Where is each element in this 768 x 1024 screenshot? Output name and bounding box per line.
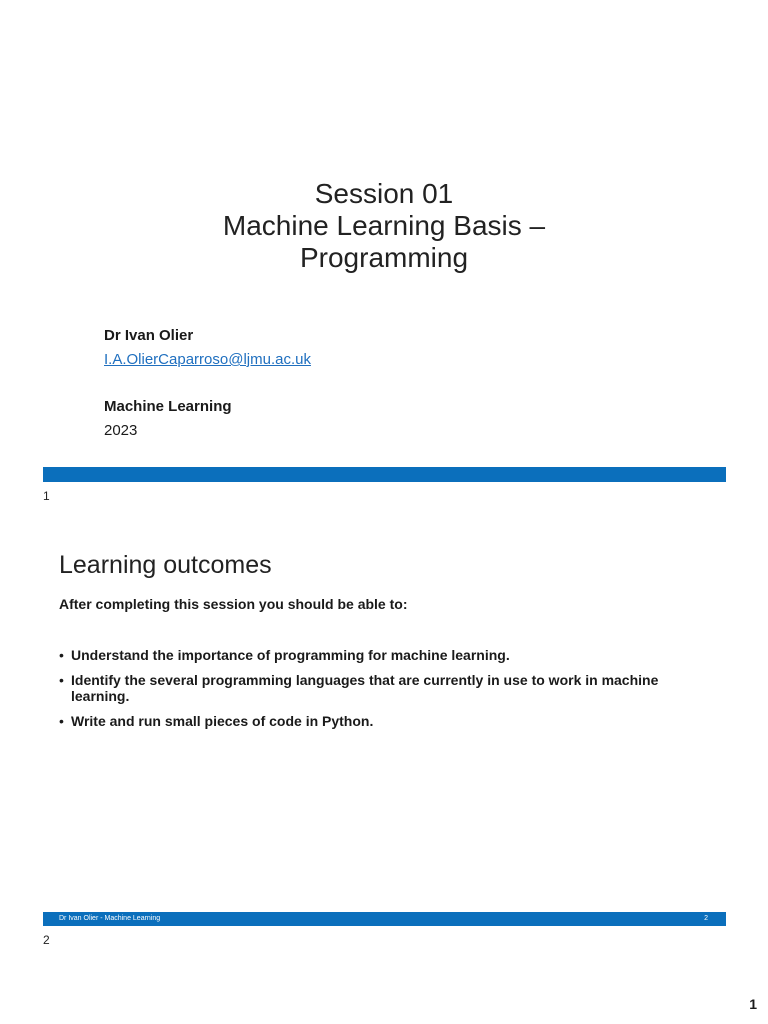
bullet-icon: • <box>59 647 64 663</box>
slide2-number: 2 <box>43 933 50 947</box>
bullet-icon: • <box>59 672 64 688</box>
author-block <box>104 326 311 441</box>
slide2-footer-bar <box>43 912 726 926</box>
outcome-text: Identify the several programming languages that are currently in use to work in machine learning. <box>71 672 659 704</box>
outcome-text: Write and run small pieces of code in Python. <box>71 713 374 729</box>
slide2-title: Learning outcomes <box>59 551 272 579</box>
slide1-title-line: Machine Learning Basis – <box>222 210 546 241</box>
course-year: 2023 <box>104 422 138 439</box>
list-item <box>59 713 699 729</box>
outcome-text: Understand the importance of programming for machine learning. <box>71 647 510 663</box>
slide2-footer-text: Dr Ivan Olier - Machine Learning <box>59 915 161 922</box>
slide2-intro: After completing this session you should be able to: <box>59 596 408 612</box>
slide1-number: 1 <box>43 489 50 503</box>
document-page-number: 1 <box>749 996 757 1012</box>
course-name: Machine Learning <box>104 398 232 415</box>
slide2-footer-page: 2 <box>704 915 708 922</box>
author-name: Dr Ivan Olier <box>104 327 194 344</box>
list-item <box>59 647 699 663</box>
slide1-title <box>0 178 768 274</box>
slide1-title-line: Session 01 <box>314 178 454 209</box>
list-item <box>59 672 699 704</box>
learning-outcomes-list <box>59 647 699 738</box>
bullet-icon: • <box>59 713 64 729</box>
author-email-link[interactable]: I.A.OlierCaparroso@ljmu.ac.uk <box>104 351 311 368</box>
slide1-title-line: Programming <box>299 242 469 273</box>
slide1-footer-bar <box>43 467 726 482</box>
